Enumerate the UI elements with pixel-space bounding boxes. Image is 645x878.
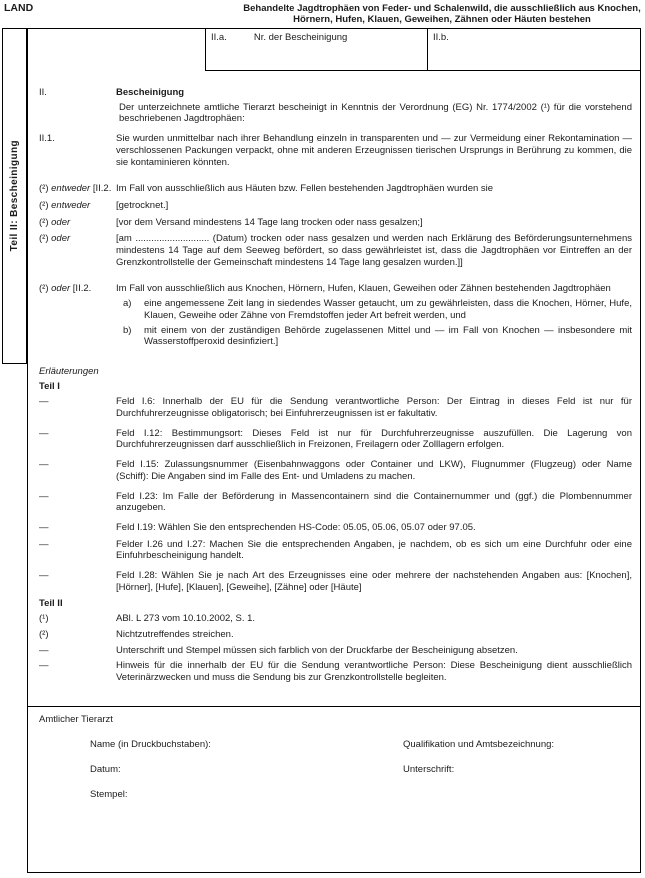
document-title-line1: Behandelte Jagdtrophäen von Feder- und Schalenwild, die ausschließlich aus Knochen, (243, 3, 641, 14)
clause-text: [am ............................ (Datum) trocken oder nass gesalzen und werden nach Erklärung des Beförderungsunternehmens mindestens 14 Tage auf dem Seeweg befördert, so dass gewährleistet ist, dass die Jagdtrophäen vor Eintreffen an der Grenzkontrollstelle der Gemeinschaft mindestens 14 Tage lang gesalzen wurden.]] (116, 233, 632, 268)
certificate-number-cell (206, 29, 428, 70)
cell-iib (428, 29, 640, 70)
date-field-label: Datum: (90, 764, 121, 776)
clause-either-dried (28, 200, 640, 212)
note-item: — Feld I.6: Innerhalb der EU für die Sendung verantwortliche Person: Der Eintrag in dieses Feld ist nur für Durchfuhrerzeugnisse obligatorisch; bei Einfuhrerzeugnissen ist er fakultativ. (39, 396, 632, 420)
clause-label: (²) oder [II.2. (39, 283, 92, 295)
country-label: LAND (4, 2, 34, 14)
note-item: — Feld I.12: Bestimmungsort: Dieses Feld ist nur für Durchfuhrerzeugnisse auszufüllen. Die Lagerung von Durchfuhrerzeugnissen darf ausschließlich in Freizonen, Freilagern oder Zolllagern erfolgen. (39, 427, 632, 451)
section-ii-heading (28, 87, 640, 99)
cell-iia-label: Nr. der Bescheinigung (253, 32, 348, 43)
official-veterinarian-section (28, 706, 640, 872)
dash-marker: — (39, 427, 49, 439)
part-ii-heading: Teil II (39, 597, 63, 609)
footnote-item: — Hinweis für die innerhalb der EU für die Sendung verantwortliche Person: Diese Bescheinigung dient ausschließlich Veterinärzwecken und muss die Sendung bis zur Grenzkontrollstelle begleiten. (39, 660, 632, 684)
name-field-label: Name (in Druckbuchstaben): (90, 738, 211, 750)
dash-marker: — (39, 490, 49, 502)
section-ii-title: Bescheinigung (116, 87, 185, 98)
dash-marker: — (39, 570, 49, 582)
subclause-a: a) eine angemessene Zeit lang in siedendes Wasser getaucht, um zu gewährleisten, dass die Knochen, Hörner, Hufe, Klauen, Geweihe oder Zähne von Fremdstoffen jeder Art befreit werden, und (123, 298, 632, 321)
clause-either-ii2-hides (28, 183, 640, 195)
document-title-line2: Hörnern, Hufen, Klauen, Geweihen, Zähnen oder Häuten bestehen (293, 14, 591, 26)
footnote-item: (¹) ABl. L 273 vom 10.10.2002, S. 1. (39, 613, 256, 625)
footnote-item: (²) Nichtzutreffendes streichen. (39, 628, 234, 640)
clause-text: Im Fall von ausschließlich aus Häuten bzw. Fellen bestehenden Jagdtrophäen wurden sie (116, 183, 494, 195)
dash-marker: — (39, 644, 49, 656)
clause-text: Im Fall von ausschließlich aus Knochen, Hörnern, Hufen, Klauen, Geweihen oder Zähnen bestehenden Jagdtrophäen a) eine angemessene Zeit lang in siedendes Wasser getaucht, um zu gewährleisten, dass die Knochen, Hörner, Hufe, Klauen, Geweihe oder Zähne von Fremdstoffen jeder Art befreit werden, und b) mit einem von der zuständigen Behörde zugelassenen Mittel und — im Fall von Knochen — insbesondere mit Wasserstoffperoxid desinfiziert.] (116, 283, 632, 348)
clause-label: (²) entweder (39, 199, 91, 211)
official-veterinarian-heading: Amtlicher Tierarzt (39, 714, 113, 725)
document-title (240, 3, 644, 26)
qualification-field-label: Qualifikation und Amtsbezeichnung: (403, 738, 555, 750)
part-ii-side-tab (2, 28, 27, 364)
notes-heading: Erläuterungen (39, 365, 99, 377)
dash-marker: — (39, 521, 49, 533)
dash-marker: — (39, 396, 49, 408)
subclause-b: b) mit einem von der zuständigen Behörde zugelassenen Mittel und — im Fall von Knochen — insbesondere mit Wasserstoffperoxid desinfiziert.] (123, 324, 632, 348)
certification-intro: Der unterzeichnete amtliche Tierarzt bescheinigt in Kenntnis der Verordnung (EG) Nr. 1774/2002 (¹) für die vorstehend beschriebenen Jagdtrophäen: (119, 101, 632, 125)
part-ii-side-label: Teil II: Bescheinigung (8, 140, 20, 252)
signature-field-label: Unterschrift: (403, 764, 455, 776)
clause-label: (²) oder (39, 216, 71, 228)
section-ii-code: II. (39, 87, 47, 98)
dash-marker: — (39, 660, 49, 672)
note-item: — Felder I.26 und I.27: Machen Sie die entsprechenden Angaben, je nachdem, ob es sich um eine Durchfuhr oder eine Einfuhrbescheinigung handelt. (39, 538, 632, 562)
footnote-marker: (²) (39, 628, 49, 640)
clause-or-ii2-bones (28, 283, 640, 348)
note-item: — Feld I.15: Zulassungsnummer (Eisenbahnwaggons oder Container und LKW), Flugnummer (Flugzeug) oder Name (Schiff): Die Angaben sind im Falle des Ent- und Umladens zu machen. (39, 459, 632, 482)
clause-ii1 (28, 133, 640, 168)
note-item: — Feld I.19: Wählen Sie den entsprechenden HS-Code: 05.05, 05.06, 05.07 oder 97.05. (39, 521, 476, 533)
clause-or-salted-date (28, 233, 640, 268)
dash-marker: — (39, 459, 49, 471)
certificate-body (28, 87, 640, 688)
note-item: — Feld I.23: Im Falle der Beförderung in Massencontainern sind die Containernummer und (ggf.) die Plombennummer anzugeben. (39, 490, 632, 514)
clause-label: (²) entweder [II.2. (39, 183, 112, 195)
certificate-form (27, 28, 641, 873)
note-item: — Feld I.28: Wählen Sie je nach Art des Erzeugnisses eine oder mehrere der nachstehenden Angaben aus: [Knochen], [Hörner], [Hufe], [Klauen], [Geweihe], [Zähne] oder [Häute] (39, 570, 632, 593)
clause-ii1-code: II.1. (39, 133, 55, 145)
cell-iia-code: II.a. (211, 32, 227, 43)
stamp-field-label: Stempel: (90, 789, 128, 801)
reference-cells (205, 29, 640, 71)
footnote-marker: (¹) (39, 613, 49, 625)
clause-text: [vor dem Versand mindestens 14 Tage lang trocken oder nass gesalzen;] (116, 216, 423, 228)
cell-iib-code: II.b. (433, 32, 449, 43)
footnote-item: — Unterschrift und Stempel müssen sich farblich von der Druckfarbe der Bescheinigung absetzen. (39, 644, 518, 656)
clause-ii1-text: Sie wurden unmittelbar nach ihrer Behandlung einzeln in transparenten und — zur Vermeidung einer Rekontamination — verschlossenen Packungen verpackt, ohne mit anderen Erzeugnissen tierischen Ursprungs in Berührung zu kommen, die sie kontaminieren könnten. (116, 133, 632, 168)
dash-marker: — (39, 538, 49, 550)
clause-or-salted (28, 217, 640, 229)
clause-label: (²) oder (39, 233, 71, 245)
part-i-heading: Teil I (39, 380, 60, 392)
clause-text: [getrocknet.] (116, 199, 169, 211)
